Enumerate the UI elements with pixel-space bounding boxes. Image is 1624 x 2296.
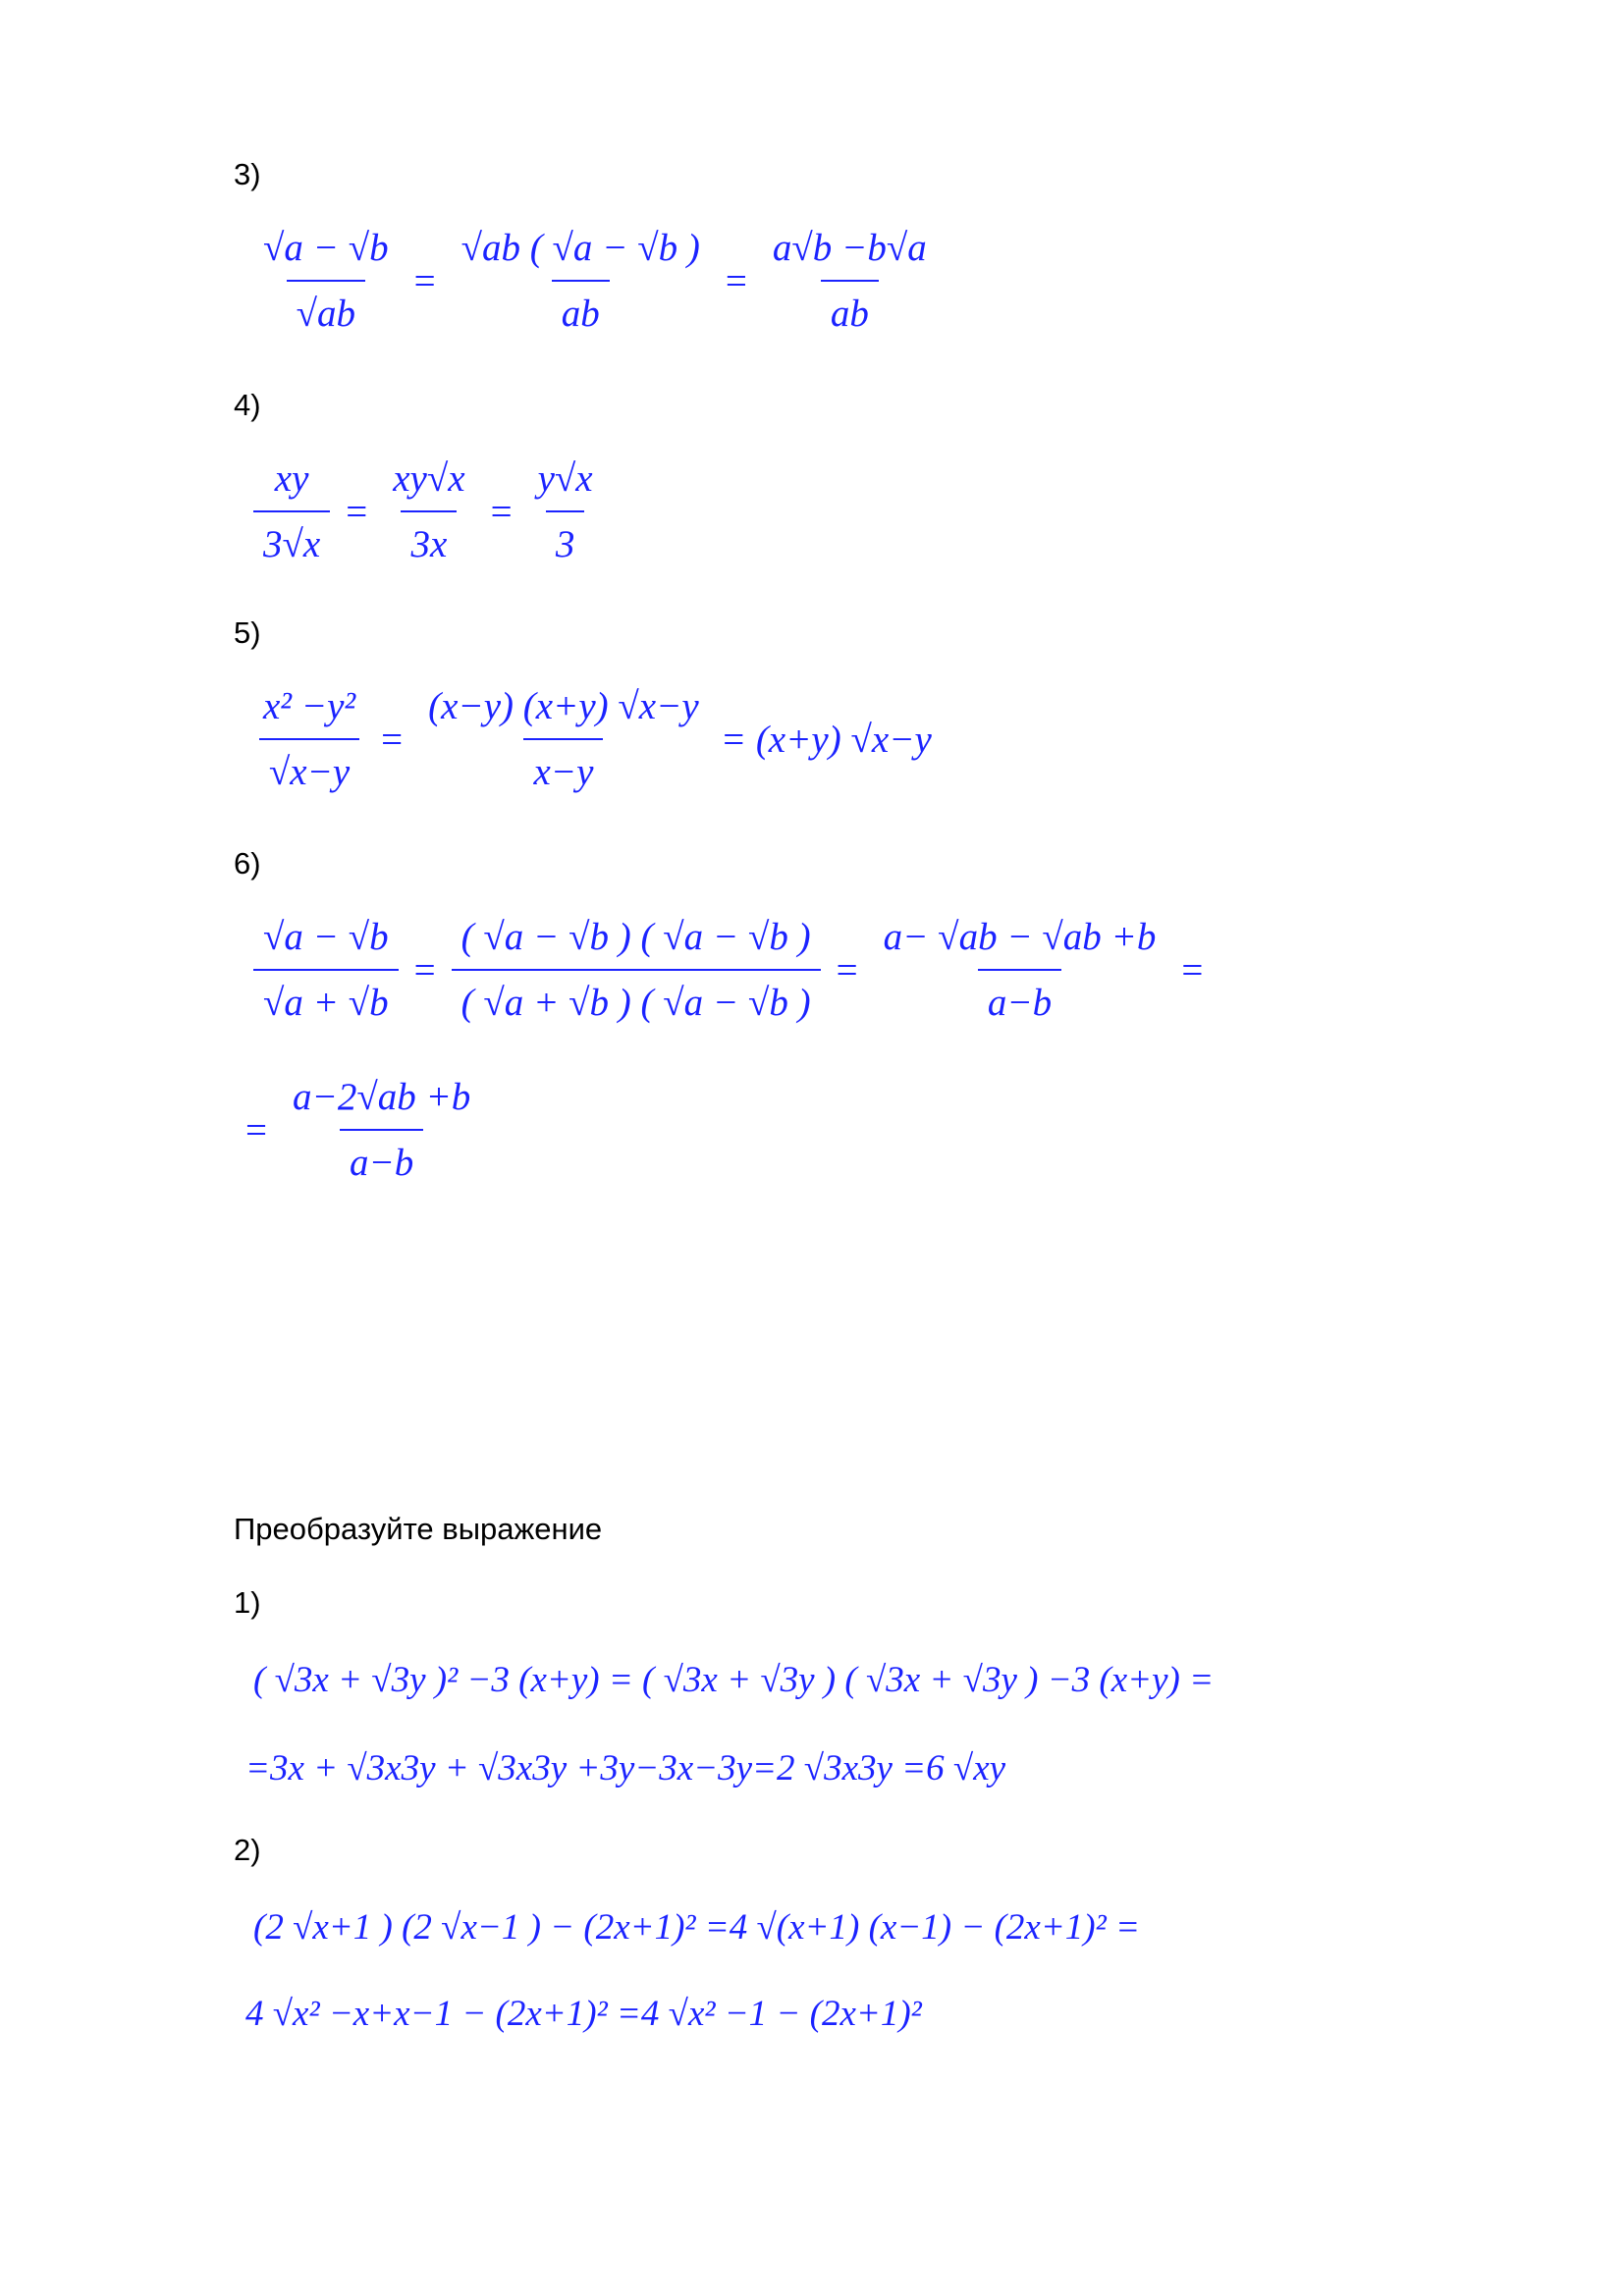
- fraction: [452, 915, 821, 1025]
- item-label-2: 2): [234, 1833, 261, 1867]
- equation-item-6: [253, 915, 1218, 1025]
- denominator: ( √a + √b ) ( √a − √b ): [452, 969, 821, 1025]
- numerator: x² −y²: [263, 685, 356, 727]
- equals-sign: =: [836, 948, 858, 991]
- fraction: [253, 684, 365, 794]
- denominator: ab: [552, 280, 610, 336]
- equals-sign: =: [490, 490, 513, 533]
- fraction: [253, 915, 399, 1025]
- denominator: a−b: [978, 969, 1061, 1025]
- equation-item-3: [253, 226, 937, 336]
- expression-item-2-line-2: 4 √x² −x+x−1 − (2x+1)² =4 √x² −1 − (2x+1)²: [245, 1994, 922, 2034]
- equation-item-5: [253, 684, 932, 794]
- item-label-3: 3): [234, 157, 261, 191]
- fraction: [874, 915, 1166, 1025]
- equals-sign: =: [413, 948, 436, 991]
- denominator: 3: [546, 510, 585, 566]
- expression-tail: = (x+y) √x−y: [720, 718, 932, 761]
- item-label-4: 4): [234, 388, 261, 422]
- denominator: √ab: [287, 280, 365, 336]
- item-label-1: 1): [234, 1585, 261, 1620]
- fraction: [253, 456, 330, 566]
- numerator: (x−y) (x+y) √x−y: [428, 685, 699, 727]
- denominator: √a + √b: [253, 969, 399, 1025]
- denominator: 3x: [401, 510, 457, 566]
- denominator: x−y: [523, 738, 603, 794]
- equation-item-4: [253, 456, 603, 566]
- numerator: √a − √b: [263, 227, 389, 269]
- expression-item-1-line-1: ( √3x + √3y )² −3 (x+y) = ( √3x + √3y ) ( √3x + √3y ) −3 (x+y) =: [253, 1660, 1215, 1700]
- numerator: xy√x: [393, 457, 465, 500]
- equals-sign: =: [1181, 948, 1204, 991]
- equals-sign: =: [245, 1108, 267, 1151]
- fraction: [528, 456, 603, 566]
- fraction: [283, 1075, 480, 1185]
- denominator: √x−y: [259, 738, 359, 794]
- equals-sign: =: [413, 259, 436, 302]
- denominator: a−b: [340, 1129, 423, 1185]
- fraction: [383, 456, 474, 566]
- numerator: a− √ab − √ab +b: [883, 916, 1157, 958]
- expression-item-1-line-2: =3x + √3x3y + √3x3y +3y−3x−3y=2 √3x3y =6 √xy: [245, 1748, 1006, 1789]
- fraction: [452, 226, 710, 336]
- numerator: ( √a − √b ) ( √a − √b ): [460, 916, 811, 958]
- fraction: [763, 226, 937, 336]
- equals-sign: =: [725, 259, 747, 302]
- fraction: [418, 684, 709, 794]
- numerator: a−2√ab +b: [293, 1076, 471, 1118]
- numerator: √a − √b: [263, 916, 389, 958]
- equation-item-6-continuation: [245, 1075, 480, 1185]
- numerator: √ab ( √a − √b ): [460, 227, 700, 269]
- numerator: xy: [274, 457, 309, 500]
- expression-item-2-line-1: (2 √x+1 ) (2 √x−1 ) − (2x+1)² =4 √(x+1) (x−1) − (2x+1)² =: [253, 1907, 1140, 1948]
- denominator: ab: [821, 280, 879, 336]
- numerator: a√b −b√a: [772, 227, 927, 269]
- equals-sign: =: [346, 490, 368, 533]
- section-heading: Преобразуйте выражение: [234, 1512, 603, 1546]
- numerator: y√x: [537, 457, 593, 500]
- equals-sign: =: [381, 718, 404, 761]
- fraction: [253, 226, 399, 336]
- denominator: 3√x: [253, 510, 330, 566]
- item-label-6: 6): [234, 846, 261, 881]
- item-label-5: 5): [234, 615, 261, 650]
